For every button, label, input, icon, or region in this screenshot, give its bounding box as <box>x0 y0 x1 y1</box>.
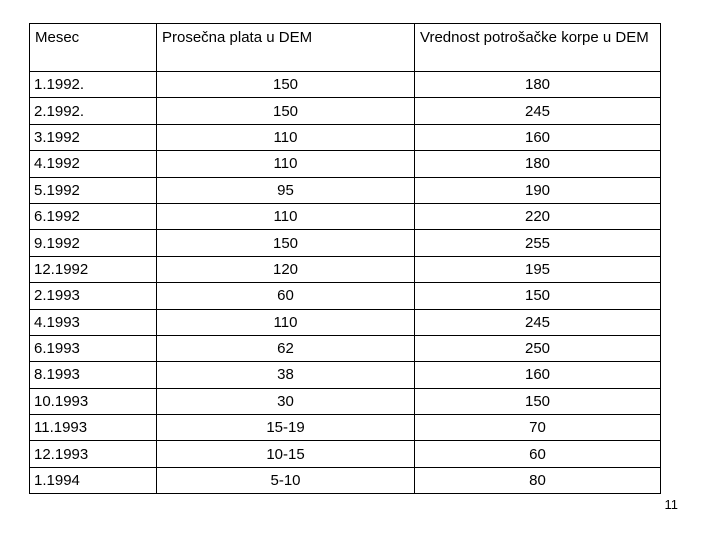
month-cell: 12.1993 <box>30 441 157 467</box>
table-row <box>30 124 661 150</box>
month-cell: 4.1992 <box>30 151 157 177</box>
salary-cell: 150 <box>157 98 415 124</box>
basket-cell: 180 <box>415 72 661 98</box>
salary-cell: 150 <box>157 72 415 98</box>
table-row <box>30 415 661 441</box>
salary-cell: 5-10 <box>157 467 415 493</box>
header-month: Mesec <box>30 24 157 72</box>
month-cell: 2.1992. <box>30 98 157 124</box>
salary-cell: 38 <box>157 362 415 388</box>
basket-cell: 160 <box>415 362 661 388</box>
table-row <box>30 98 661 124</box>
month-cell: 3.1992 <box>30 124 157 150</box>
header-average-salary: Prosečna plata u DEM <box>157 24 415 72</box>
table-row <box>30 203 661 229</box>
basket-cell: 255 <box>415 230 661 256</box>
salary-cell: 30 <box>157 388 415 414</box>
basket-cell: 195 <box>415 256 661 282</box>
table-row <box>30 230 661 256</box>
salary-cell: 10-15 <box>157 441 415 467</box>
basket-cell: 245 <box>415 98 661 124</box>
salary-cell: 15-19 <box>157 415 415 441</box>
month-cell: 6.1992 <box>30 203 157 229</box>
month-cell: 11.1993 <box>30 415 157 441</box>
salary-cell: 120 <box>157 256 415 282</box>
table-row <box>30 72 661 98</box>
page-number: 11 <box>664 497 678 512</box>
salary-cell: 62 <box>157 335 415 361</box>
month-cell: 1.1992. <box>30 72 157 98</box>
table-row <box>30 256 661 282</box>
header-consumer-basket: Vrednost potrošačke korpe u DEM <box>415 24 661 72</box>
salary-cell: 110 <box>157 309 415 335</box>
table-header-row <box>30 24 661 72</box>
table-row <box>30 441 661 467</box>
salary-basket-table <box>29 23 661 494</box>
table-row <box>30 335 661 361</box>
basket-cell: 220 <box>415 203 661 229</box>
basket-cell: 190 <box>415 177 661 203</box>
salary-cell: 110 <box>157 151 415 177</box>
salary-cell: 95 <box>157 177 415 203</box>
month-cell: 1.1994 <box>30 467 157 493</box>
table-body <box>30 72 661 494</box>
basket-cell: 150 <box>415 388 661 414</box>
basket-cell: 250 <box>415 335 661 361</box>
table-row <box>30 151 661 177</box>
month-cell: 9.1992 <box>30 230 157 256</box>
month-cell: 8.1993 <box>30 362 157 388</box>
table-row <box>30 362 661 388</box>
salary-cell: 60 <box>157 283 415 309</box>
basket-cell: 60 <box>415 441 661 467</box>
table-row <box>30 283 661 309</box>
month-cell: 12.1992 <box>30 256 157 282</box>
month-cell: 4.1993 <box>30 309 157 335</box>
table-row <box>30 388 661 414</box>
salary-cell: 110 <box>157 203 415 229</box>
basket-cell: 245 <box>415 309 661 335</box>
table-row <box>30 467 661 493</box>
month-cell: 6.1993 <box>30 335 157 361</box>
basket-cell: 160 <box>415 124 661 150</box>
month-cell: 10.1993 <box>30 388 157 414</box>
basket-cell: 80 <box>415 467 661 493</box>
table-row <box>30 177 661 203</box>
month-cell: 2.1993 <box>30 283 157 309</box>
month-cell: 5.1992 <box>30 177 157 203</box>
table-row <box>30 309 661 335</box>
salary-cell: 110 <box>157 124 415 150</box>
basket-cell: 180 <box>415 151 661 177</box>
salary-cell: 150 <box>157 230 415 256</box>
basket-cell: 150 <box>415 283 661 309</box>
basket-cell: 70 <box>415 415 661 441</box>
